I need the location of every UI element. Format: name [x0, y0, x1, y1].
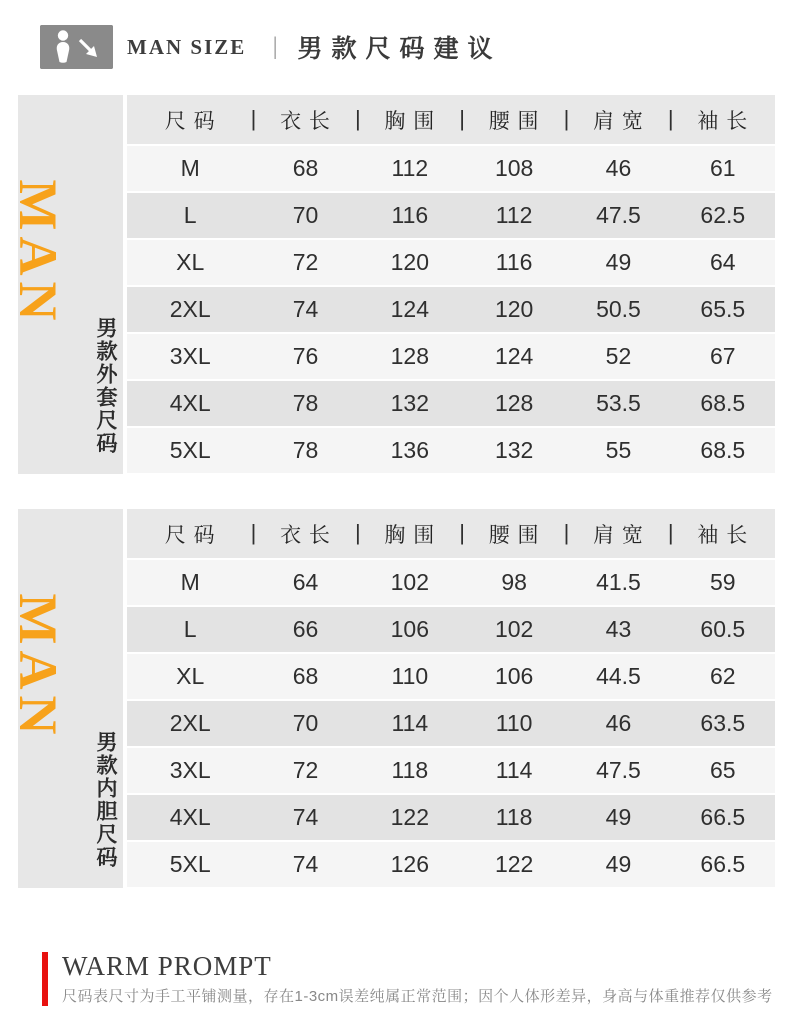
- size-cell: 5XL: [169, 851, 211, 877]
- size-row: [127, 286, 775, 333]
- size-cell: 132: [390, 390, 430, 416]
- column-separator: |: [667, 519, 675, 545]
- table-header-row: [127, 95, 775, 145]
- size-row: [127, 427, 775, 474]
- size-cell: 106: [390, 616, 430, 642]
- size-cell: 108: [494, 155, 534, 181]
- size-cell: 136: [390, 437, 430, 463]
- jacket-size-vertical-label: 男款外套尺码: [94, 317, 117, 455]
- man-figure-resize-icon: [40, 25, 113, 69]
- size-cell: 110: [495, 710, 533, 736]
- column-separator: |: [459, 519, 466, 545]
- column-separator: |: [459, 105, 466, 131]
- size-cell: 98: [501, 569, 527, 595]
- size-cell: 74: [292, 296, 319, 322]
- size-cell: 68.5: [700, 390, 746, 416]
- size-cell: 120: [390, 249, 430, 275]
- size-cell: 106: [494, 663, 534, 689]
- size-cell: 72: [292, 757, 319, 783]
- brand-divider: |: [273, 33, 278, 60]
- jacket-size-table: [127, 95, 775, 475]
- size-cell: 49: [605, 804, 632, 830]
- column-separator: |: [354, 519, 362, 545]
- column-header: 腰 围 |: [488, 519, 571, 547]
- size-cell: 68: [292, 155, 319, 181]
- size-cell: 74: [292, 851, 319, 877]
- liner-size-table: [127, 509, 775, 889]
- liner-size-block: [8, 509, 775, 888]
- size-cell: 128: [390, 343, 430, 369]
- size-cell: 65: [710, 757, 736, 783]
- size-cell: 110: [391, 663, 429, 689]
- size-cell: 53.5: [596, 390, 641, 416]
- size-cell: M: [180, 155, 200, 181]
- liner-side-strip: [8, 509, 123, 888]
- size-cell: 52: [605, 343, 632, 369]
- column-separator: |: [563, 519, 571, 545]
- table-header-row: [127, 509, 775, 559]
- size-cell: 122: [390, 804, 430, 830]
- size-cell: 55: [605, 437, 632, 463]
- column-header: 尺 码 |: [164, 105, 258, 133]
- size-cell: 41.5: [596, 569, 641, 595]
- size-row: [127, 380, 775, 427]
- size-cell: L: [183, 202, 197, 228]
- size-row: [127, 606, 775, 653]
- brand-header: [0, 0, 790, 95]
- size-cell: 118: [391, 757, 429, 783]
- size-cell: 49: [605, 249, 632, 275]
- size-cell: 61: [710, 155, 736, 181]
- size-row: [127, 239, 775, 286]
- size-cell: XL: [176, 663, 205, 689]
- size-cell: 47.5: [596, 757, 641, 783]
- size-cell: 4XL: [169, 390, 211, 416]
- size-cell: 2XL: [169, 710, 211, 736]
- size-cell: 128: [494, 390, 534, 416]
- column-header: 胸 围 |: [384, 105, 466, 133]
- size-cell: 112: [495, 202, 533, 228]
- size-cell: 66.5: [700, 851, 746, 877]
- size-cell: 124: [494, 343, 534, 369]
- size-cell: 78: [292, 390, 319, 416]
- size-cell: 43: [605, 616, 632, 642]
- warm-prompt-section: [42, 952, 790, 1006]
- size-cell: 68.5: [700, 437, 746, 463]
- size-row: [127, 841, 775, 888]
- brand-title-en: MAN SIZE: [127, 34, 247, 59]
- column-header: 胸 围 |: [384, 519, 466, 547]
- size-cell: 49: [605, 851, 632, 877]
- size-cell: 60.5: [700, 616, 746, 642]
- jacket-size-table-wrap: [127, 95, 775, 474]
- size-cell: XL: [176, 249, 205, 275]
- size-cell: 64: [292, 569, 319, 595]
- size-cell: 63.5: [700, 710, 746, 736]
- column-header: 袖 长: [697, 109, 749, 133]
- size-cell: 114: [391, 710, 429, 736]
- red-accent-bar: [42, 952, 48, 1006]
- jacket-size-block: [8, 95, 775, 474]
- size-row: [127, 700, 775, 747]
- column-separator: |: [354, 105, 362, 131]
- size-cell: 62.5: [700, 202, 746, 228]
- size-cell: 5XL: [169, 437, 211, 463]
- size-cell: 62: [710, 663, 736, 689]
- size-cell: 4XL: [169, 804, 211, 830]
- column-header: 尺 码 |: [164, 519, 258, 547]
- warm-prompt-title: WARM PROMPT: [62, 951, 272, 981]
- size-cell: 44.5: [596, 663, 641, 689]
- size-row: [127, 145, 775, 192]
- size-cell: 74: [292, 804, 319, 830]
- column-separator: |: [250, 519, 258, 545]
- column-header: 衣 长 |: [280, 105, 362, 133]
- liner-size-table-wrap: [127, 509, 775, 888]
- brand-title-cn: 男款尺码建议: [297, 35, 502, 63]
- size-cell: 114: [495, 757, 533, 783]
- size-cell: 118: [495, 804, 533, 830]
- size-cell: L: [183, 616, 197, 642]
- man-vertical-label: MAN: [8, 593, 68, 741]
- column-header: 袖 长: [697, 523, 749, 547]
- size-cell: 124: [390, 296, 430, 322]
- size-cell: 66.5: [700, 804, 746, 830]
- size-cell: 72: [292, 249, 319, 275]
- size-cell: 126: [390, 851, 430, 877]
- size-cell: 116: [495, 249, 533, 275]
- size-cell: 3XL: [169, 343, 211, 369]
- size-cell: 70: [292, 202, 319, 228]
- column-header: 衣 长 |: [280, 519, 362, 547]
- size-cell: 2XL: [169, 296, 211, 322]
- size-cell: 76: [292, 343, 319, 369]
- size-cell: 120: [494, 296, 534, 322]
- liner-size-vertical-label: 男款内胆尺码: [94, 731, 117, 869]
- column-separator: |: [563, 105, 571, 131]
- size-row: [127, 747, 775, 794]
- size-cell: 122: [494, 851, 534, 877]
- size-cell: 116: [391, 202, 429, 228]
- size-cell: 68: [292, 663, 319, 689]
- column-separator: |: [250, 105, 258, 131]
- column-header: 肩 宽 |: [593, 519, 675, 547]
- size-cell: 46: [605, 710, 632, 736]
- size-cell: 66: [292, 616, 319, 642]
- size-cell: 64: [710, 249, 736, 275]
- column-header: 肩 宽 |: [593, 105, 675, 133]
- warm-prompt-note: 尺码表尺寸为手工平铺测量，存在1-3cm误差纯属正常范围；因个人体形差异，身高与体重推荐仅供参考: [62, 988, 773, 1006]
- size-cell: M: [180, 569, 200, 595]
- size-row: [127, 559, 775, 606]
- size-row: [127, 333, 775, 380]
- size-cell: 65.5: [700, 296, 746, 322]
- size-cell: 46: [605, 155, 632, 181]
- size-cell: 102: [494, 616, 534, 642]
- size-cell: 50.5: [596, 296, 641, 322]
- size-cell: 3XL: [169, 757, 211, 783]
- size-cell: 67: [710, 343, 736, 369]
- size-cell: 102: [390, 569, 430, 595]
- size-cell: 132: [494, 437, 534, 463]
- size-cell: 78: [292, 437, 319, 463]
- size-cell: 70: [292, 710, 319, 736]
- column-header: 腰 围 |: [488, 105, 571, 133]
- jacket-side-strip: [8, 95, 123, 474]
- size-cell: 112: [391, 155, 429, 181]
- size-row: [127, 192, 775, 239]
- brand-title-group: [127, 25, 502, 69]
- size-row: [127, 794, 775, 841]
- warm-prompt-texts: [62, 952, 773, 1006]
- size-cell: 47.5: [596, 202, 641, 228]
- man-vertical-label: MAN: [8, 179, 68, 327]
- column-separator: |: [667, 105, 675, 131]
- size-row: [127, 653, 775, 700]
- size-cell: 59: [710, 569, 736, 595]
